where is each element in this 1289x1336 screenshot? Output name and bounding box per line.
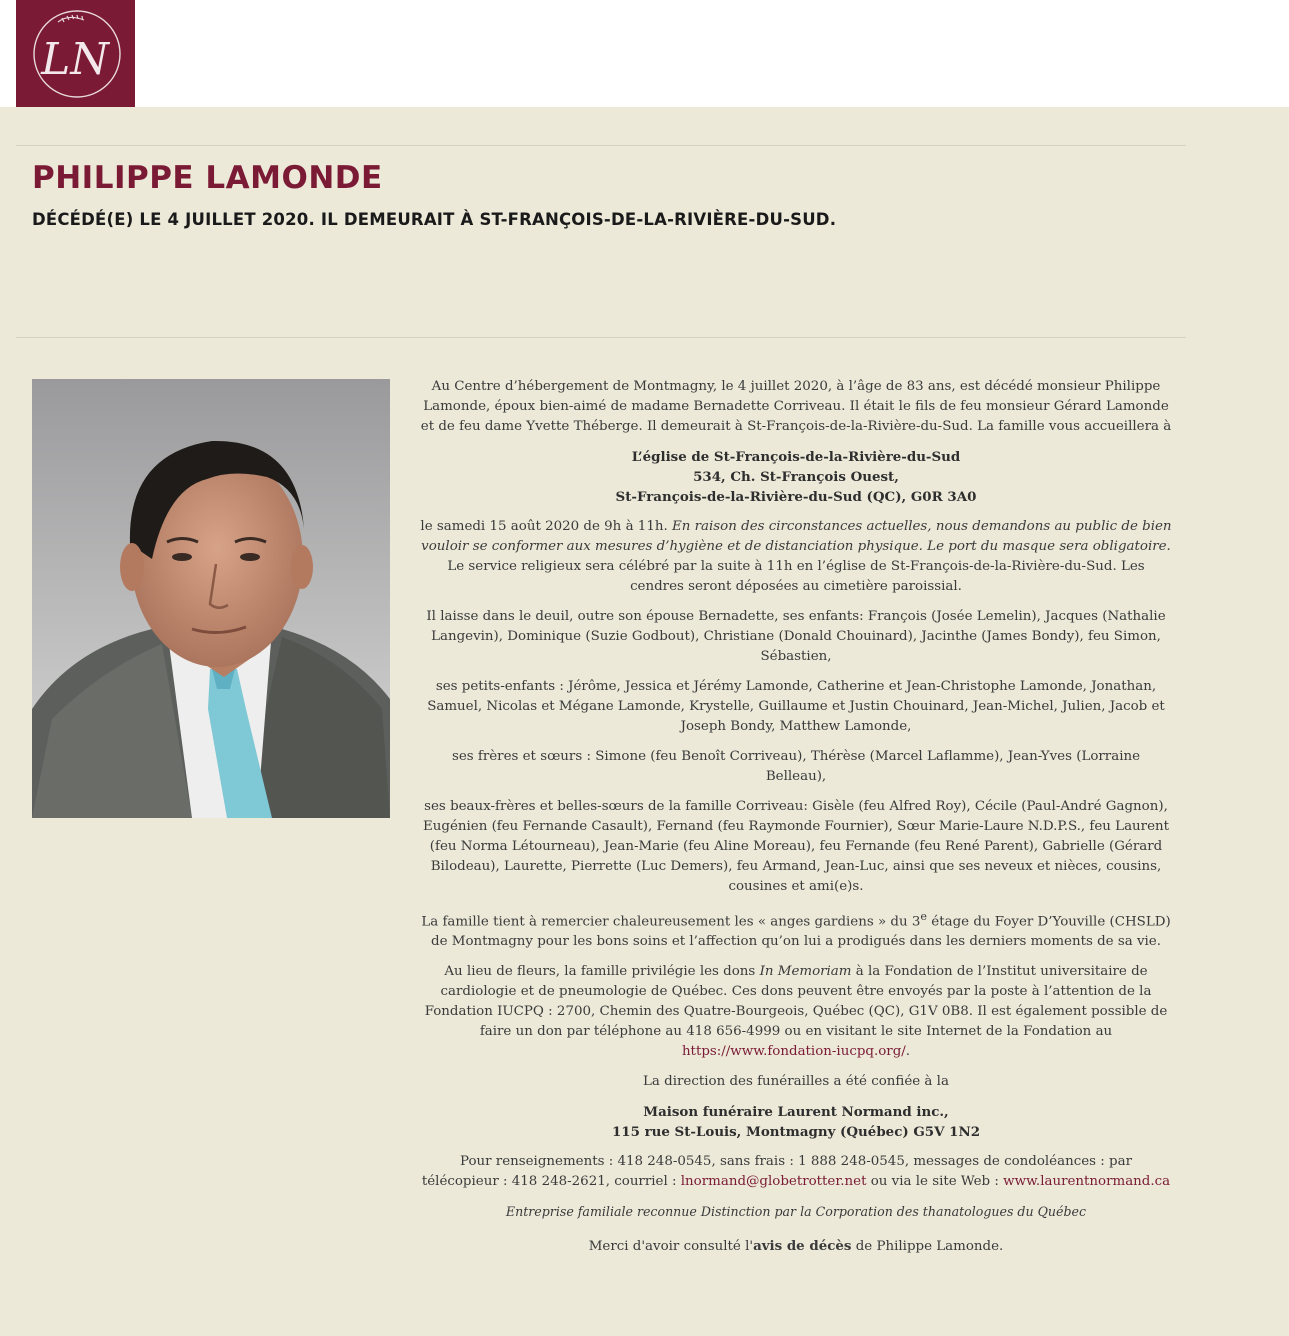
top-bar [0,0,1289,107]
survivors-grandchildren: ses petits-enfants : Jérôme, Jessica et Jérémy Lamonde, Catherine et Jean-Christophe Lamonde, Jonathan, Samuel, Nicolas et Mégane Lamonde, Krystelle, Guillaume et Justin Chouinard, Jean-Michel, Julien, Jacob et Joseph Bondy, Matthew Lamonde, [427,679,1165,734]
in-memoriam: In Memoriam [759,964,852,980]
survivors-siblings: ses frères et sœurs : Simone (feu Benoît Corriveau), Thérèse (Marcel Laflamme), Jean-Yves (Lorraine Belleau), [451,749,1141,784]
foundation-link[interactable]: https://www.fondation-iucpq.org/ [681,1044,906,1060]
merci-bold: avis de décès [753,1238,852,1255]
portrait-photo [32,379,390,818]
divider-bottom [16,337,1186,338]
survivors-children: Il laisse dans le deuil, outre son épouse Bernadette, ses enfants: François (Josée Lemelin), Jacques (Nathalie Langevin), Dominique (Suzie Godbout), Christiane (Donald Chouinard), Jacinthe (James Bondy), feu Simon, Sébastien, [426,609,1166,664]
thanks-paragraph [420,907,1172,952]
church-street: 534, Ch. St-François Ouest, [693,469,899,485]
church-address [420,447,1172,507]
email-link[interactable]: lnormand@globetrotter.net [680,1174,867,1190]
church-name: L’église de St-François-de-la-Rivière-du-Sud [631,449,961,465]
service-info: Le service religieux sera célébré par la suite à 11h en l’église de St-François-de-la-Rivière-du-Sud. Les cendres seront déposées au cimetière paroissial. [447,559,1145,594]
funeral-home-address [420,1102,1172,1142]
visitation-paragraph [420,517,1172,597]
thanks-for-visiting [420,1236,1172,1257]
visitation-date: le samedi 15 août 2020 de 9h à 11h. [420,519,672,534]
death-notice-subtitle: DÉCÉDÉ(E) LE 4 JUILLET 2020. IL DEMEURAIT À ST-FRANÇOIS-DE-LA-RIVIÈRE-DU-SUD. [32,210,837,229]
thanks-end: étage du Foyer D’Youville (CHSLD) de Montmagny pour les bons soins et l’affection qu’on lui a prodigués dans les derniers moments de sa vie. [431,914,1171,950]
obituary-intro: Au Centre d’hébergement de Montmagny, le 4 juillet 2020, à l’âge de 83 ans, est décédé monsieur Philippe Lamonde, époux bien-aimé de madame Bernadette Corriveau. Il était le fils de feu monsieur Gérard Lamonde et de feu dame Yvette Théberge. Il demeurait à St-François-de-la-Rivière-du-Sud. La famille vous accueillera à [420,379,1172,434]
contact-paragraph [420,1152,1172,1192]
contact-web-label: ou via le site Web : [866,1174,1004,1190]
funeral-home-street: 115 rue St-Louis, Montmagny (Québec) G5V 1N2 [611,1124,981,1141]
church-city: St-François-de-la-Rivière-du-Sud (QC), G0R 3A0 [615,489,977,505]
contact-phones: Pour renseignements : 418 248-0545, sans frais : 1 888 248-0545, messages de condoléances : par télécopieur : 418 248-2621, courriel : [421,1154,1132,1190]
website-link[interactable]: www.laurentnormand.ca [1003,1174,1171,1190]
donations-details: à la Fondation de l’Institut universitaire de cardiologie et de pneumologie de Québec. Ces dons peuvent être envoyés par la poste à l’attention de la Fondation IUCPQ : 2700, Chemin des Quatre-Bourgeois, Québec (QC), G1V 0B8. Il est également possible de faire un don par téléphone au 418 656-4999 ou en visitant le site Internet de la Fondation au [424,964,1168,1040]
donations-paragraph [420,962,1172,1062]
divider-top [16,145,1186,146]
donations-start: Au lieu de fleurs, la famille privilégie les dons [444,964,760,980]
merci-start: Merci d'avoir consulté l' [588,1239,754,1255]
logo-emblem-icon [16,0,135,107]
obituary-text [420,377,1172,1267]
funeral-direction: La direction des funérailles a été confiée à la [643,1074,949,1090]
thanks-start: La famille tient à remercier chaleureusement les « anges gardiens » du 3 [421,914,921,930]
sanitary-notice: En raison des circonstances actuelles, nous demandons au public de bien vouloir se conformer aux mesures d’hygiène et de distanciation physique. Le port du masque sera obligatoire. [421,519,1172,554]
funeral-home-name: Maison funéraire Laurent Normand inc., [643,1104,949,1121]
floor-suffix: e [920,910,928,923]
merci-end: de Philippe Lamonde. [851,1239,1004,1255]
deceased-name: PHILIPPE LAMONDE [32,160,383,196]
logo[interactable] [16,0,135,107]
survivors-in-laws: ses beaux-frères et belles-sœurs de la famille Corriveau: Gisèle (feu Alfred Roy), Cécile (Paul-André Gagnon), Eugénien (feu Fernande Casault), Fernand (feu Raymonde Fournier), Sœur Marie-Laure N.D.P.S., feu Laurent (feu Norma Létourneau), Jean-Marie (feu Aline Moreau), feu Fernande (feu René Parent), Gabrielle (Gérard Bilodeau), Laurette, Pierrette (Luc Demers), feu Armand, Jean-Luc, ainsi que ses neveux et nièces, cousins, cousines et ami(e)s. [422,799,1170,894]
svg-text:LN: LN [41,34,109,85]
donations-period: . [905,1044,911,1060]
distinction-note: Entreprise familiale reconnue Distinction par la Corporation des thanatologues du Québec [505,1204,1087,1220]
